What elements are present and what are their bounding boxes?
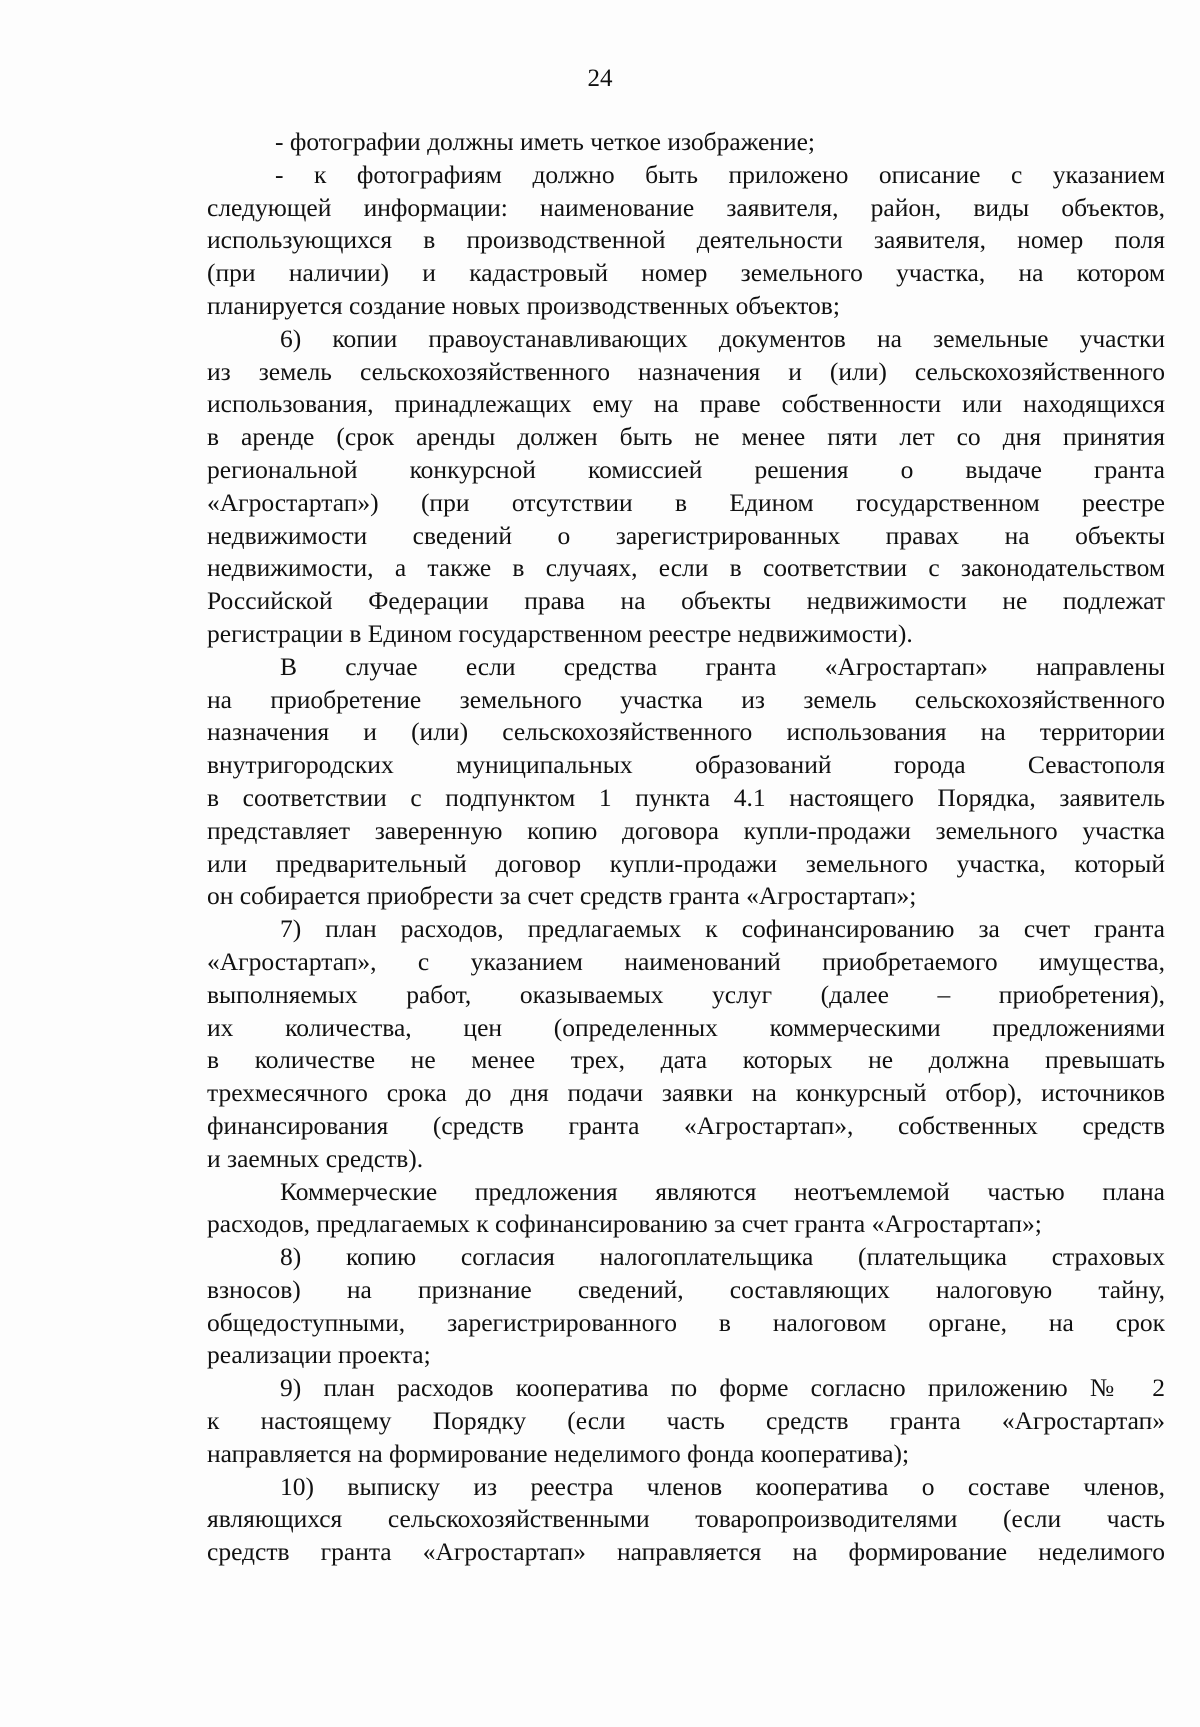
text-line: «Агростартап», с указанием наименований приобретаемого имущества,	[207, 946, 1165, 976]
text-line: в количестве не менее трех, дата которых не должна превышать	[207, 1045, 1165, 1075]
text-line: внутригородских муниципальных образований города Севастополя	[207, 750, 1165, 780]
text-line: 6) копии правоустанавливающих документов на земельные участки	[280, 323, 1165, 353]
text-line: трехмесячного срока до дня подачи заявки на конкурсный отбор), источников	[207, 1078, 1165, 1108]
text-line: Российской Федерации права на объекты недвижимости не подлежат	[207, 586, 1165, 616]
body-text	[207, 126, 1165, 1569]
text-line: региональной конкурсной комиссией решения о выдаче гранта	[207, 454, 1165, 484]
text-line: В случае если средства гранта «Агростартап» направлены	[280, 651, 1165, 681]
text-line: 10) выписку из реестра членов кооператива о составе членов,	[280, 1471, 1165, 1501]
text-line: и заемных средств).	[207, 1143, 424, 1173]
text-line: направляется на формирование неделимого фонда кооператива);	[207, 1438, 910, 1468]
text-line: планируется создание новых производственных объектов;	[207, 290, 840, 320]
text-line: в аренде (срок аренды должен быть не менее пяти лет со дня принятия	[207, 422, 1165, 452]
text-line: или предварительный договор купли-продажи земельного участка, который	[207, 848, 1165, 878]
text-line: к настоящему Порядку (если часть средств гранта «Агростартап»	[207, 1406, 1165, 1436]
text-line: средств гранта «Агростартап» направляется на формирование неделимого	[207, 1537, 1165, 1567]
text-line: недвижимости сведений о зарегистрированных правах на объекты	[207, 520, 1165, 550]
text-line: на приобретение земельного участка из земель сельскохозяйственного	[207, 684, 1165, 714]
text-line: - фотографии должны иметь четкое изображение;	[275, 127, 816, 156]
text-line: реализации проекта;	[207, 1340, 431, 1370]
text-line: использования, принадлежащих ему на праве собственности или находящихся	[207, 389, 1165, 419]
text-line: в соответствии с подпунктом 1 пункта 4.1 настоящего Порядка, заявитель	[207, 782, 1165, 812]
text-line: (при наличии) и кадастровый номер земельного участка, на котором	[207, 258, 1165, 288]
text-line: 8) копию согласия налогоплательщика (плательщика страховых	[280, 1242, 1165, 1272]
text-line: выполняемых работ, оказываемых услуг (далее – приобретения),	[207, 979, 1165, 1009]
text-line: он собирается приобрести за счет средств гранта «Агростартап»;	[207, 881, 917, 911]
text-line: 9) план расходов кооператива по форме согласно приложению № 2	[280, 1373, 1165, 1403]
text-line: - к фотографиям должно быть приложено описание с указанием	[275, 159, 1165, 189]
text-line: представляет заверенную копию договора купли-продажи земельного участка	[207, 815, 1165, 845]
text-line: недвижимости, а также в случаях, если в соответствии с законодательством	[207, 553, 1165, 583]
text-line: регистрации в Едином государственном реестре недвижимости).	[207, 618, 913, 648]
text-line: являющихся сельскохозяйственными товаропроизводителями (если часть	[207, 1504, 1165, 1534]
text-line: «Агростартап») (при отсутствии в Едином государственном реестре	[207, 487, 1165, 517]
text-line: из земель сельскохозяйственного назначения и (или) сельскохозяйственного	[207, 356, 1165, 386]
text-line: следующей информации: наименование заявителя, район, виды объектов,	[207, 192, 1165, 222]
page-number: 24	[587, 65, 613, 92]
text-line: назначения и (или) сельскохозяйственного использования на территории	[207, 717, 1165, 747]
text-line: взносов) на признание сведений, составляющих налоговую тайну,	[207, 1274, 1165, 1304]
text-line: использующихся в производственной деятельности заявителя, номер поля	[207, 225, 1165, 255]
text-line: общедоступными, зарегистрированного в налоговом органе, на срок	[207, 1307, 1165, 1337]
text-line: их количества, цен (определенных коммерческими предложениями	[207, 1012, 1165, 1042]
text-line: Коммерческие предложения являются неотъемлемой частью плана	[280, 1176, 1165, 1206]
text-line: 7) план расходов, предлагаемых к софинансированию за счет гранта	[280, 914, 1165, 944]
text-line: финансирования (средств гранта «Агростартап», собственных средств	[207, 1110, 1165, 1140]
text-line: расходов, предлагаемых к софинансированию за счет гранта «Агростартап»;	[207, 1209, 1042, 1239]
